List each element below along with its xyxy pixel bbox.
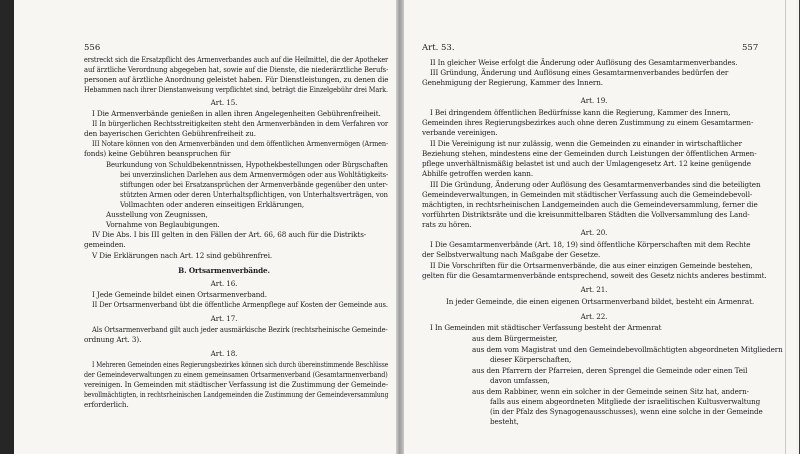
text-line: I Die Gesamtarmenverbände (Art. 18, 19) sind öffentliche Körperschaften mit dem Rechte xyxy=(430,240,751,249)
text-line: gelten für die Gesamtarmenverbände entsprechend, soweit des Gesetz nichts anderes bestimmt. xyxy=(422,271,767,280)
text-line: vorführten Distriktsräte und die kreisunmittelbaren Städten die Vollversammlung des Land- xyxy=(422,210,750,219)
text-line: I Die Armenverbände genießen in allen ihren Angelegenheiten Gebührenfreiheit. xyxy=(92,109,381,118)
text-line: II In bürgerlichen Rechtsstreitigkeiten steht den Armenverbänden in dem Verfahren vor xyxy=(92,119,389,128)
text-line: falls aus einem abgeordneten Mitgliede der israelitischen Kultusverwaltung xyxy=(490,397,761,406)
scan-edge-line xyxy=(785,0,786,454)
right-page xyxy=(404,0,796,454)
text-line: Gemeinden ihres Regierungsbezirkes auch ohne deren Zustimmung zu einem Gesamtarmen- xyxy=(422,118,754,127)
scan-border xyxy=(0,0,14,454)
text-line: Als Ortsarmenverband gilt auch jeder ausmärkische Bezirk (rechtsrheinische Gemeinde- xyxy=(92,325,388,334)
section-heading: B. Ortsarmenverbände. xyxy=(178,266,270,275)
left-page-number: 556 xyxy=(84,43,101,53)
text-line: den bayerischen Gerichten Gebührenfreiheit zu. xyxy=(84,129,256,138)
text-line: Vornahme von Beglaubigungen. xyxy=(106,220,220,229)
text-line: mächtigten, in rechtsrheinischen Landgemeinden auch die Gemeindeversammlung, ferner die xyxy=(422,200,758,209)
text-line: aus dem Rabbiner, wenn ein solcher in der Gemeinde seinen Sitz hat, andern- xyxy=(472,387,749,396)
text-line: I Bei dringendem öffentlichen Bedürfnisse kann die Regierung, Kammer des Innern, xyxy=(430,108,731,117)
text-line: I Mehreren Gemeinden eines Regierungsbezirkes können sich durch übereinstimmende Beschlüsse xyxy=(92,360,389,369)
text-line: bevollmächtigten, in rechtsrheinischen Landgemeinden die Zustimmung der Gemeindeversammlung xyxy=(84,390,389,399)
text-line: III Die Gründung, Änderung oder Auflösung des Gesamtarmenverbandes sind die beteiligten xyxy=(430,180,761,189)
article-heading: Art. 18. xyxy=(210,349,238,358)
text-line: fonds) keine Gebühren beanspruchen für xyxy=(84,149,231,158)
text-line: Beziehung stehen, mindestens eine der Gemeinden durch Leistungen der öffentlichen Armen- xyxy=(422,149,757,158)
text-line: davon umfassen, xyxy=(490,376,550,385)
text-line: II In gleicher Weise erfolgt die Änderung oder Auflösung des Gesamtarmenverbandes. xyxy=(430,58,738,67)
text-line: V Die Erklärungen nach Art. 12 sind gebührenfrei. xyxy=(92,251,273,260)
text-line: II Die Vorschriften für die Ortsarmenverbände, die aus einer einzigen Gemeinde bestehen, xyxy=(430,261,753,270)
text-line: dieser Körperschaften, xyxy=(490,355,572,364)
text-line: II Der Ortsarmenverband übt die öffentliche Armenpflege auf Kosten der Gemeinde aus. xyxy=(92,300,388,309)
text-line: gemeinden. xyxy=(84,240,126,249)
text-line: III Notare können von den Armenverbänden und dem öffentlichen Armenvermögen (Armen- xyxy=(92,139,389,148)
text-line: der Selbstverwaltung nach Maßgabe der Gesetze. xyxy=(422,250,601,259)
text-line: stützten Armen oder deren Unterhaltspflichtigen, von Unterhaltsverträgen, von xyxy=(120,190,388,199)
text-line: Beurkundung von Schuldbekenntnissen, Hypothekbestellungen oder Bürgschaften xyxy=(106,160,388,169)
text-line: In jeder Gemeinde, die einen eigenen Ortsarmenverband bildet, besteht ein Armenrat. xyxy=(446,297,755,306)
text-line: erstreckt sich die Ersatzpflicht des Armenverbandes auch auf die Heilmittel, die der Apotheker xyxy=(84,55,389,64)
article-heading: Art. 15. xyxy=(210,98,238,107)
text-line: I Jede Gemeinde bildet einen Ortsarmenverband. xyxy=(92,290,267,299)
text-line: auf ärztliche Verordnung abgegeben hat, sowie auf die Dienste, die niederärztliche Berufs- xyxy=(84,65,389,74)
text-line: aus dem vom Magistrat und den Gemeindebevollmächtigten abgeordneten Mitgliedern xyxy=(472,345,783,354)
text-line: besteht, xyxy=(490,417,519,426)
article-heading: Art. 21. xyxy=(580,285,608,294)
book-gutter xyxy=(396,0,404,454)
article-heading: Art. 16. xyxy=(210,279,238,288)
text-line: ordnung Art. 3). xyxy=(84,335,142,344)
text-line: I In Gemeinden mit städtischer Verfassung besteht der Armenrat xyxy=(430,323,662,332)
text-line: (in der Pfalz des Synagogenausschusses), wenn eine solche in der Gemeinde xyxy=(490,407,763,416)
article-heading: Art. 22. xyxy=(580,312,608,321)
text-line: vereinigen. In Gemeinden mit städtischer Verfassung ist die Zustimmung der Gemeinde- xyxy=(84,380,389,389)
text-line: Ausstellung von Zeugnissen, xyxy=(106,210,208,219)
text-line: Gemeindeverwaltungen, in Gemeinden mit städtischer Verfassung auch die Gemeindebevoll- xyxy=(422,190,753,199)
text-line: bei unverzinslichen Darlehen aus dem Armenvermögen oder aus Wohltätigkeits- xyxy=(120,170,389,179)
running-head: Art. 53. xyxy=(422,43,455,53)
text-line: aus den Pfarrern der Pfarreien, deren Sprengel die Gemeinde oder einen Teil xyxy=(472,366,748,375)
left-page xyxy=(14,0,396,454)
text-line: IV Die Abs. I bis III gelten in den Fällen der Art. 66, 68 auch für die Distrikts- xyxy=(92,230,367,239)
text-line: II Die Vereinigung ist nur zulässig, wenn die Gemeinden zu einander in wirtschaftlicher xyxy=(430,139,742,148)
text-line: aus dem Bürgermeister, xyxy=(472,334,558,343)
right-page-number: 557 xyxy=(742,43,759,53)
text-line: III Gründung, Änderung und Auflösung eines Gesamtarmenverbandes bedürfen der xyxy=(430,68,729,77)
text-line: der Gemeindeverwaltungen zu einem gemeinsamen Ortsarmenverband (Gesamtarmenverband) xyxy=(84,370,388,379)
article-heading: Art. 20. xyxy=(580,228,608,237)
text-line: stiftungen oder bei Ersatzansprüchen der Armenverbände gegenüber den unter- xyxy=(120,180,388,189)
text-line: rats zu hören. xyxy=(422,220,472,229)
article-heading: Art. 17. xyxy=(210,314,238,323)
text-line: Hebammen nach ihrer Dienstanweisung verpflichtet sind, beträgt die Einzelgebühr drei Mark. xyxy=(84,85,388,94)
text-line: erforderlich. xyxy=(84,400,129,409)
text-line: verbande vereinigen. xyxy=(422,128,498,137)
text-line: pflege unverhältnismäßig belastet ist und auch der Umlagengesetz Art. 12 keine genügende xyxy=(422,159,751,168)
text-line: Genehmigung der Regierung, Kammer des Innern. xyxy=(422,78,603,87)
text-line: Abhilfe getroffen werden kann. xyxy=(422,169,534,178)
text-line: Vollmachten oder anderen einseitigen Erklärungen, xyxy=(120,200,305,209)
article-heading: Art. 19. xyxy=(580,96,608,105)
text-line: personen auf ärztliche Anordnung geleistet haben. Für Dienstleistungen, zu denen die xyxy=(84,75,389,84)
